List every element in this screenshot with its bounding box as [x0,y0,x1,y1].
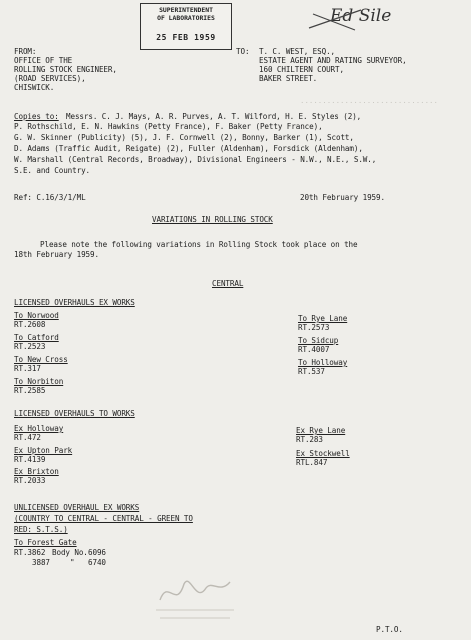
bleed-through-text: ······························· [300,98,438,107]
handwritten-annotation: Ed Sile [330,6,392,26]
intro-line-2: 18th February 1959. [14,250,99,259]
from-line-2: ROLLING STOCK ENGINEER, [14,65,117,74]
unlicensed-heading-1: UNLICENSED OVERHAUL EX WORKS [14,503,140,512]
ex-works-right-veh-1: RT.2573 [298,323,330,332]
from-line-3: (ROAD SERVICES), [14,74,86,83]
ex-works-right-veh-3: RT.537 [298,367,325,376]
handwritten-cross-mark [305,4,365,34]
intro-line-1: Please note the following variations in Rolling Stock took place on the [40,240,358,249]
from-line-4: CHISWICK. [14,83,55,92]
to-line-2: ESTATE AGENT AND RATING SURVEYOR, [259,56,407,65]
unlicensed-row2-body: 6740 [88,558,106,567]
document-date: 20th February 1959. [300,193,385,202]
unlicensed-heading-2: (COUNTRY TO CENTRAL - CENTRAL - GREEN TO [14,514,193,523]
to-works-left-veh-2: RT.4139 [14,455,46,464]
unlicensed-row2-vehicle: 3887 [32,558,50,567]
ex-works-right-dest-2: To Sidcup [298,336,339,345]
ex-works-left-veh-2: RT.2523 [14,342,46,351]
page-turn-over: P.T.O. [376,625,403,634]
copies-line-1: Messrs. C. J. Mays, A. R. Purves, A. T. Wilford, H. E. Styles (2), [66,112,362,121]
copies-label: Copies to: [14,112,59,121]
to-works-left-dest-1: Ex Holloway [14,424,64,433]
ex-works-right-dest-3: To Holloway [298,358,348,367]
unlicensed-dest: To Forest Gate [14,538,77,547]
to-line-4: BAKER STREET. [259,74,318,83]
faint-signature-mark [150,570,240,625]
to-works-left-dest-3: Ex Brixton [14,467,59,476]
unlicensed-row2-body-ditto: " [70,558,75,567]
ex-works-left-dest-3: To New Cross [14,355,68,364]
copies-line-4: D. Adams (Traffic Audit, Reigate) (2), Fuller (Aldenham), Forsdick (Aldenham), [14,144,363,153]
ex-works-right-dest-1: To Rye Lane [298,314,348,323]
to-works-heading: LICENSED OVERHAULS TO WORKS [14,409,135,418]
stamp-title: SUPERINTENDENT OF LABORATORIES [157,6,215,22]
unlicensed-heading-3: RED: S.T.S.) [14,525,68,534]
copies-line-2: P. Rothschild, E. N. Hawkins (Petty France), F. Baker (Petty France), [14,122,323,131]
to-works-left-dest-2: Ex Upton Park [14,446,73,455]
ex-works-right-veh-2: RT.4007 [298,345,330,354]
ex-works-left-dest-1: To Norwood [14,311,59,320]
to-label: TO: [236,47,250,56]
section-heading: CENTRAL [212,279,244,288]
to-works-right-veh-1: RT.283 [296,435,323,444]
from-label: FROM: [14,47,37,56]
to-works-left-veh-3: RT.2033 [14,476,46,485]
unlicensed-row1-body-label: Body No. [52,548,88,557]
unlicensed-row1-body: 6096 [88,548,106,557]
unlicensed-row1-vehicle: RT.3862 [14,548,46,557]
reference: Ref: C.16/3/1/ML [14,193,86,202]
to-works-right-dest-1: Ex Rye Lane [296,426,346,435]
from-line-1: OFFICE OF THE [14,56,73,65]
ex-works-left-veh-1: RT.2608 [14,320,46,329]
stamp-date: 25 FEB 1959 [156,33,216,42]
to-works-right-veh-2: RTL.847 [296,458,328,467]
copies-line-5: W. Marshall (Central Records, Broadway), Divisional Engineers - N.W., N.E., S.W., [14,155,377,164]
ex-works-heading: LICENSED OVERHAULS EX WORKS [14,298,135,307]
ex-works-left-veh-3: RT.317 [14,364,41,373]
document-title: VARIATIONS IN ROLLING STOCK [152,215,273,224]
to-line-1: T. C. WEST, ESQ., [259,47,336,56]
ex-works-left-dest-4: To Norbiton [14,377,64,386]
ex-works-left-dest-2: To Catford [14,333,59,342]
to-line-3: 160 CHILTERN COURT, [259,65,344,74]
ex-works-left-veh-4: RT.2585 [14,386,46,395]
received-stamp [140,3,232,50]
to-works-right-dest-2: Ex Stockwell [296,449,350,458]
copies-line-3: G. W. Skinner (Publicity) (5), J. F. Cornwell (2), Bonny, Barker (1), Scott, [14,133,354,142]
copies-line-6: S.E. and Country. [14,166,91,175]
to-works-left-veh-1: RT.472 [14,433,41,442]
